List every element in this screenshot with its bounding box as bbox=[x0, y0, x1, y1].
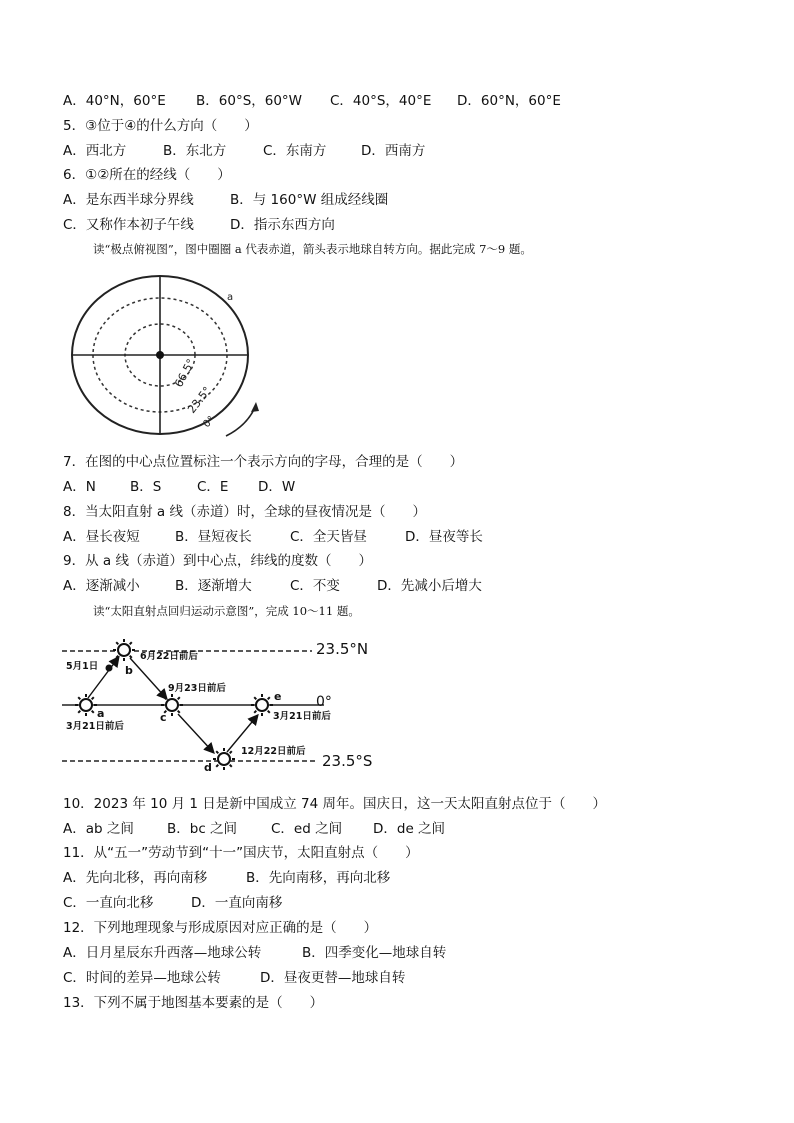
q7-option-d[interactable]: D．W bbox=[258, 479, 296, 495]
q8-options bbox=[63, 528, 483, 546]
q6-option-b[interactable]: B．与 160°W 组成经线圈 bbox=[230, 192, 389, 208]
q12-option-a[interactable]: A．日月星辰东升西落—地球公转 bbox=[63, 945, 262, 961]
label-0-degree: 0° bbox=[316, 694, 332, 710]
q9-option-c[interactable]: C．不变 bbox=[290, 578, 340, 594]
q12-options-row1 bbox=[63, 944, 446, 962]
q9-stem: 9．从 a 线（赤道）到中心点，纬线的度数（ ） bbox=[63, 553, 372, 569]
q7-option-c[interactable]: C．E bbox=[197, 479, 229, 495]
subsolar-point-figure bbox=[60, 628, 400, 778]
q11-option-c[interactable]: C．一直向北移 bbox=[63, 895, 154, 911]
label-0: 0° bbox=[201, 414, 218, 431]
sun-jun22 bbox=[113, 639, 135, 661]
path-c-to-dec22 bbox=[178, 714, 213, 752]
q5-option-b[interactable]: B．东北方 bbox=[163, 143, 227, 159]
q5-options bbox=[63, 142, 425, 160]
label-a: a bbox=[227, 292, 234, 303]
label-dec22: 12月22日前后 bbox=[241, 746, 306, 757]
q6-option-d[interactable]: D．指示东西方向 bbox=[230, 217, 335, 233]
q6-option-c[interactable]: C．又称作本初子午线 bbox=[63, 217, 194, 233]
q7-option-b[interactable]: B．S bbox=[130, 479, 162, 495]
label-jun22: 6月22日前后 bbox=[140, 651, 198, 662]
q10-stem: 10．2023 年 10 月 1 日是新中国成立 74 周年。国庆日，这一天太阳直射点位于（ ） bbox=[63, 796, 607, 812]
q12-option-d[interactable]: D．昼夜更替—地球自转 bbox=[260, 970, 406, 986]
label-point-e: e bbox=[274, 690, 282, 703]
q8-option-a[interactable]: A．昼长夜短 bbox=[63, 529, 140, 545]
label-mar21-right: 3月21日前后 bbox=[273, 711, 331, 722]
label-66-5: 66.5° bbox=[172, 356, 198, 390]
q6-option-a[interactable]: A．是东西半球分界线 bbox=[63, 192, 194, 208]
q6-options-row1 bbox=[63, 191, 388, 209]
label-point-a: a bbox=[97, 707, 105, 720]
q13-stem: 13．下列不属于地图基本要素的是（ ） bbox=[63, 995, 324, 1011]
q12-option-c[interactable]: C．时间的差异—地球公转 bbox=[63, 970, 221, 986]
intro-7-9: 读“极点俯视图”，图中圈圈 a 代表赤道，箭头表示地球自转方向。据此完成 7～9 题。 bbox=[93, 242, 532, 256]
may1-point bbox=[106, 665, 113, 672]
q8-option-b[interactable]: B．昼短夜长 bbox=[175, 529, 252, 545]
q10-option-c[interactable]: C．ed 之间 bbox=[271, 821, 343, 837]
label-point-b: b bbox=[125, 664, 133, 677]
label-point-d: d bbox=[204, 761, 212, 774]
q9-option-a[interactable]: A．逐渐减小 bbox=[63, 578, 140, 594]
path-jun22-to-c bbox=[130, 658, 166, 698]
q10-option-d[interactable]: D．de 之间 bbox=[373, 821, 446, 837]
label-23-5N: 23.5°N bbox=[316, 640, 369, 658]
q10-option-b[interactable]: B．bc 之间 bbox=[167, 821, 238, 837]
rotation-arrow bbox=[226, 405, 256, 436]
q5-option-c[interactable]: C．东南方 bbox=[263, 143, 327, 159]
label-may1: 5月1日 bbox=[66, 661, 99, 672]
label-23-5S: 23.5°S bbox=[322, 752, 373, 770]
label-point-c: c bbox=[160, 711, 167, 724]
q8-option-c[interactable]: C．全天皆昼 bbox=[290, 529, 367, 545]
label-mar21-left: 3月21日前后 bbox=[66, 721, 124, 732]
q6-stem: 6．①②所在的经线（ ） bbox=[63, 167, 231, 183]
q7-option-a[interactable]: A．N bbox=[63, 479, 96, 495]
q9-options bbox=[63, 577, 482, 595]
q8-option-d[interactable]: D．昼夜等长 bbox=[405, 529, 483, 545]
q8-stem: 8．当太阳直射 a 线（赤道）时，全球的昼夜情况是（ ） bbox=[63, 504, 426, 520]
rotation-arrow-head bbox=[251, 402, 259, 412]
label-23-5: 23.5° bbox=[185, 384, 214, 416]
q4-options bbox=[63, 92, 561, 110]
sun-dec22-d bbox=[213, 748, 235, 770]
q12-stem: 12．下列地理现象与形成原因对应正确的是（ ） bbox=[63, 920, 378, 936]
q9-option-d[interactable]: D．先减小后增大 bbox=[377, 578, 482, 594]
q4-option-b[interactable]: B．60°S，60°W bbox=[196, 93, 303, 109]
q4-option-c[interactable]: C．40°S，40°E bbox=[330, 93, 432, 109]
q11-option-b[interactable]: B．先向南移，再向北移 bbox=[246, 870, 391, 886]
q6-options-row2 bbox=[63, 216, 335, 234]
q5-option-a[interactable]: A．西北方 bbox=[63, 143, 127, 159]
q12-option-b[interactable]: B．四季变化—地球自转 bbox=[302, 945, 447, 961]
q7-options bbox=[63, 478, 295, 496]
label-sep23: 9月23日前后 bbox=[168, 683, 226, 694]
q12-options-row2 bbox=[63, 969, 405, 987]
q11-stem: 11．从“五一”劳动节到“十一”国庆节，太阳直射点（ ） bbox=[63, 845, 419, 861]
q11-option-a[interactable]: A．先向北移，再向南移 bbox=[63, 870, 208, 886]
intro-10-11: 读“太阳直射点回归运动示意图”，完成 10～11 题。 bbox=[93, 604, 360, 618]
q4-option-d[interactable]: D．60°N，60°E bbox=[457, 93, 561, 109]
q4-option-a[interactable]: A．40°N，60°E bbox=[63, 93, 166, 109]
pole-center-point bbox=[156, 351, 164, 359]
q11-options-row2 bbox=[63, 894, 282, 912]
polar-view-figure bbox=[60, 265, 260, 440]
q10-options bbox=[63, 820, 445, 838]
q5-stem: 5．③位于④的什么方向（ ） bbox=[63, 118, 258, 134]
q11-option-d[interactable]: D．一直向南移 bbox=[191, 895, 283, 911]
q9-option-b[interactable]: B．逐渐增大 bbox=[175, 578, 252, 594]
q11-options-row1 bbox=[63, 869, 390, 887]
q7-stem: 7．在图的中心点位置标注一个表示方向的字母，合理的是（ ） bbox=[63, 454, 464, 470]
q5-option-d[interactable]: D．西南方 bbox=[361, 143, 426, 159]
q10-option-a[interactable]: A．ab 之间 bbox=[63, 821, 134, 837]
